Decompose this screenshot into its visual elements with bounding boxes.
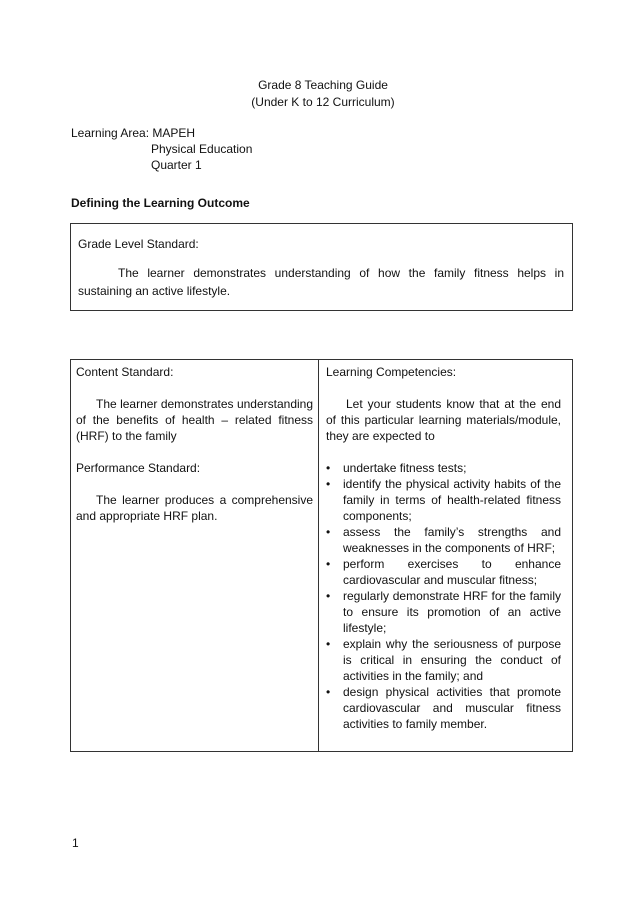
bullet-icon: •	[326, 525, 331, 539]
competencies-intro: Let your students know that at the end of this particular learning materials/module, they are expected to	[326, 397, 561, 443]
list-item	[326, 460, 561, 476]
subject-line	[71, 141, 252, 157]
quarter-line	[71, 157, 202, 173]
competencies-list	[326, 460, 561, 732]
page-number: 1	[72, 836, 79, 850]
bullet-icon: •	[326, 461, 331, 475]
list-item	[326, 684, 561, 732]
document-subtitle: (Under K to 12 Curriculum)	[251, 95, 395, 109]
bullet-icon: •	[326, 589, 331, 603]
competency-text: undertake fitness tests;	[343, 461, 467, 475]
subject-text: Physical Education	[151, 142, 253, 156]
performance-standard-text: The learner produces a comprehensive and appropriate HRF plan.	[76, 493, 313, 523]
competency-text: regularly demonstrate HRF for the family to ensure its promotion of an active lifestyle;	[343, 589, 561, 635]
competencies-column	[319, 360, 572, 751]
content-standard-text: The learner demonstrates understanding of the benefits of health – related fitness (HRF) to the family	[76, 397, 313, 443]
quarter-text: Quarter 1	[151, 158, 202, 172]
competency-text: assess the family’s strengths and weaknesses in the components of HRF;	[343, 525, 561, 555]
competency-text: explain why the seriousness of purpose is critical in ensuring the conduct of activities in the family; and	[343, 637, 561, 683]
grade-level-standard-box	[70, 223, 573, 311]
bullet-icon: •	[326, 477, 331, 491]
list-item	[326, 476, 561, 524]
competency-text: design physical activities that promote cardiovascular and muscular fitness activities to family member.	[343, 685, 561, 731]
standards-table	[70, 359, 573, 752]
grade-level-text: The learner demonstrates understanding of how the family fitness helps in sustaining an active lifestyle.	[78, 266, 564, 298]
document-title: Grade 8 Teaching Guide	[258, 78, 388, 92]
standards-column	[71, 360, 319, 751]
list-item	[326, 588, 561, 636]
competency-text: identify the physical activity habits of the family in terms of health-related fitness components;	[343, 477, 561, 523]
bullet-icon: •	[326, 685, 331, 699]
bullet-icon: •	[326, 557, 331, 571]
content-standard-label: Content Standard:	[76, 365, 174, 379]
competencies-label: Learning Competencies:	[326, 365, 457, 379]
list-item	[326, 556, 561, 588]
section-title: Defining the Learning Outcome	[71, 196, 250, 210]
learning-area: Learning Area: MAPEH	[71, 126, 196, 140]
grade-level-label: Grade Level Standard:	[78, 237, 199, 251]
bullet-icon: •	[326, 637, 331, 651]
competency-text: perform exercises to enhance cardiovascular and muscular fitness;	[343, 557, 561, 587]
performance-standard-label: Performance Standard:	[76, 461, 201, 475]
list-item	[326, 636, 561, 684]
list-item	[326, 524, 561, 556]
